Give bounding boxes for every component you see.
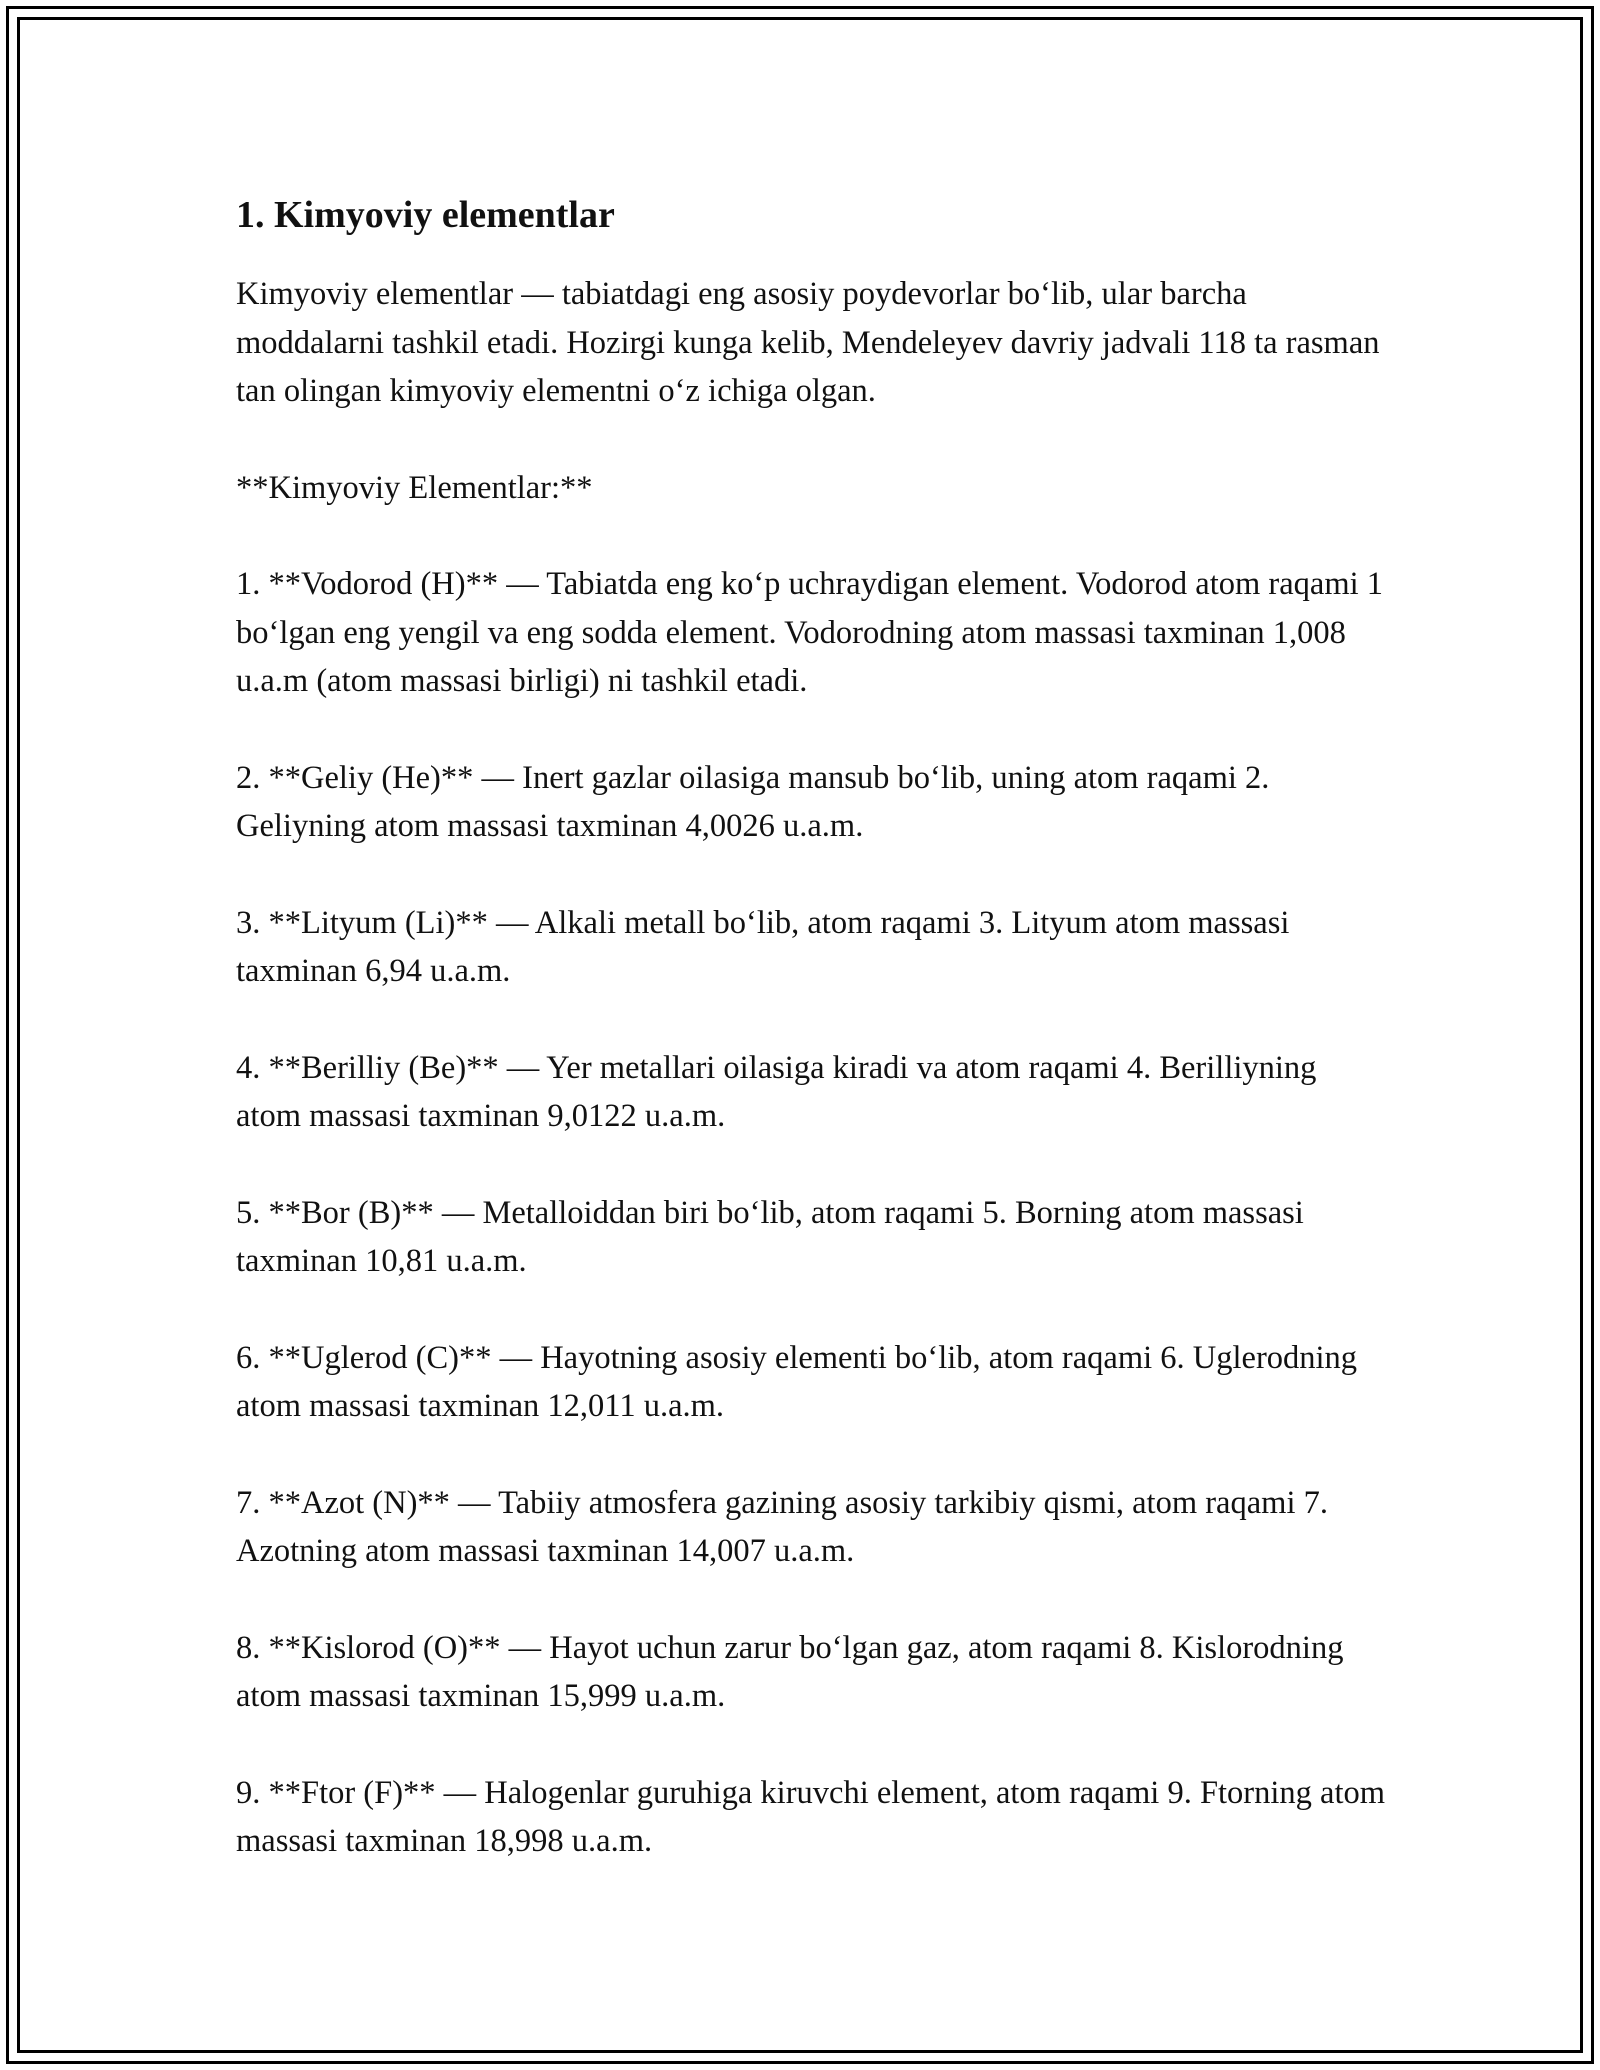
list-item-helium: 2. **Geliy (He)** — Inert gazlar oilasiga mansub bo‘lib, uning atom raqami 2. Geliyning atom massasi taxminan 4,0026 u.a.m. xyxy=(236,759,1270,844)
list-item-lithium: 3. **Lityum (Li)** — Alkali metall bo‘lib, atom raqami 3. Lityum atom massasi taxminan 6,94 u.a.m. xyxy=(236,904,1290,989)
list-item-carbon: 6. **Uglerod (C)** — Hayotning asosiy elementi bo‘lib, atom raqami 6. Uglerodning atom massasi taxminan 12,011 u.a.m. xyxy=(236,1339,1358,1424)
list-item-fluorine: 9. **Ftor (F)** — Halogenlar guruhiga kiruvchi element, atom raqami 9. Ftorning atom massasi taxminan 18,998 u.a.m. xyxy=(236,1774,1386,1859)
section-heading: 1. Kimyoviy elementlar xyxy=(236,194,615,236)
document-body xyxy=(236,186,1386,1914)
list-item-oxygen: 8. **Kislorod (O)** — Hayot uchun zarur bo‘lgan gaz, atom raqami 8. Kislorodning atom massasi taxminan 15,999 u.a.m. xyxy=(236,1629,1344,1714)
list-item-boron: 5. **Bor (B)** — Metalloiddan biri bo‘lib, atom raqami 5. Borning atom massasi taxminan 10,81 u.a.m. xyxy=(236,1194,1304,1279)
list-item-hydrogen: 1. **Vodorod (H)** — Tabiatda eng ko‘p uchraydigan element. Vodorod atom raqami 1 bo‘lgan eng yengil va eng sodda element. Vodorodning atom massasi taxminan 1,008 u.a.m (atom massasi birligi) ni tashkil etadi. xyxy=(236,566,1384,699)
list-item-beryllium: 4. **Berilliy (Be)** — Yer metallari oilasiga kiradi va atom raqami 4. Berilliyning atom massasi taxminan 9,0122 u.a.m. xyxy=(236,1049,1317,1134)
list-item-nitrogen: 7. **Azot (N)** — Tabiiy atmosfera gazining asosiy tarkibiy qismi, atom raqami 7. Azotning atom massasi taxminan 14,007 u.a.m. xyxy=(236,1484,1328,1569)
list-title: **Kimyoviy Elementlar:** xyxy=(236,469,593,506)
intro-paragraph: Kimyoviy elementlar — tabiatdagi eng asosiy poydevorlar bo‘lib, ular barcha moddalarni tashkil etadi. Hozirgi kunga kelib, Mendeleyev davriy jadvali 118 ta rasman tan olingan kimyoviy elementni o‘z ichiga olgan. xyxy=(236,276,1380,409)
